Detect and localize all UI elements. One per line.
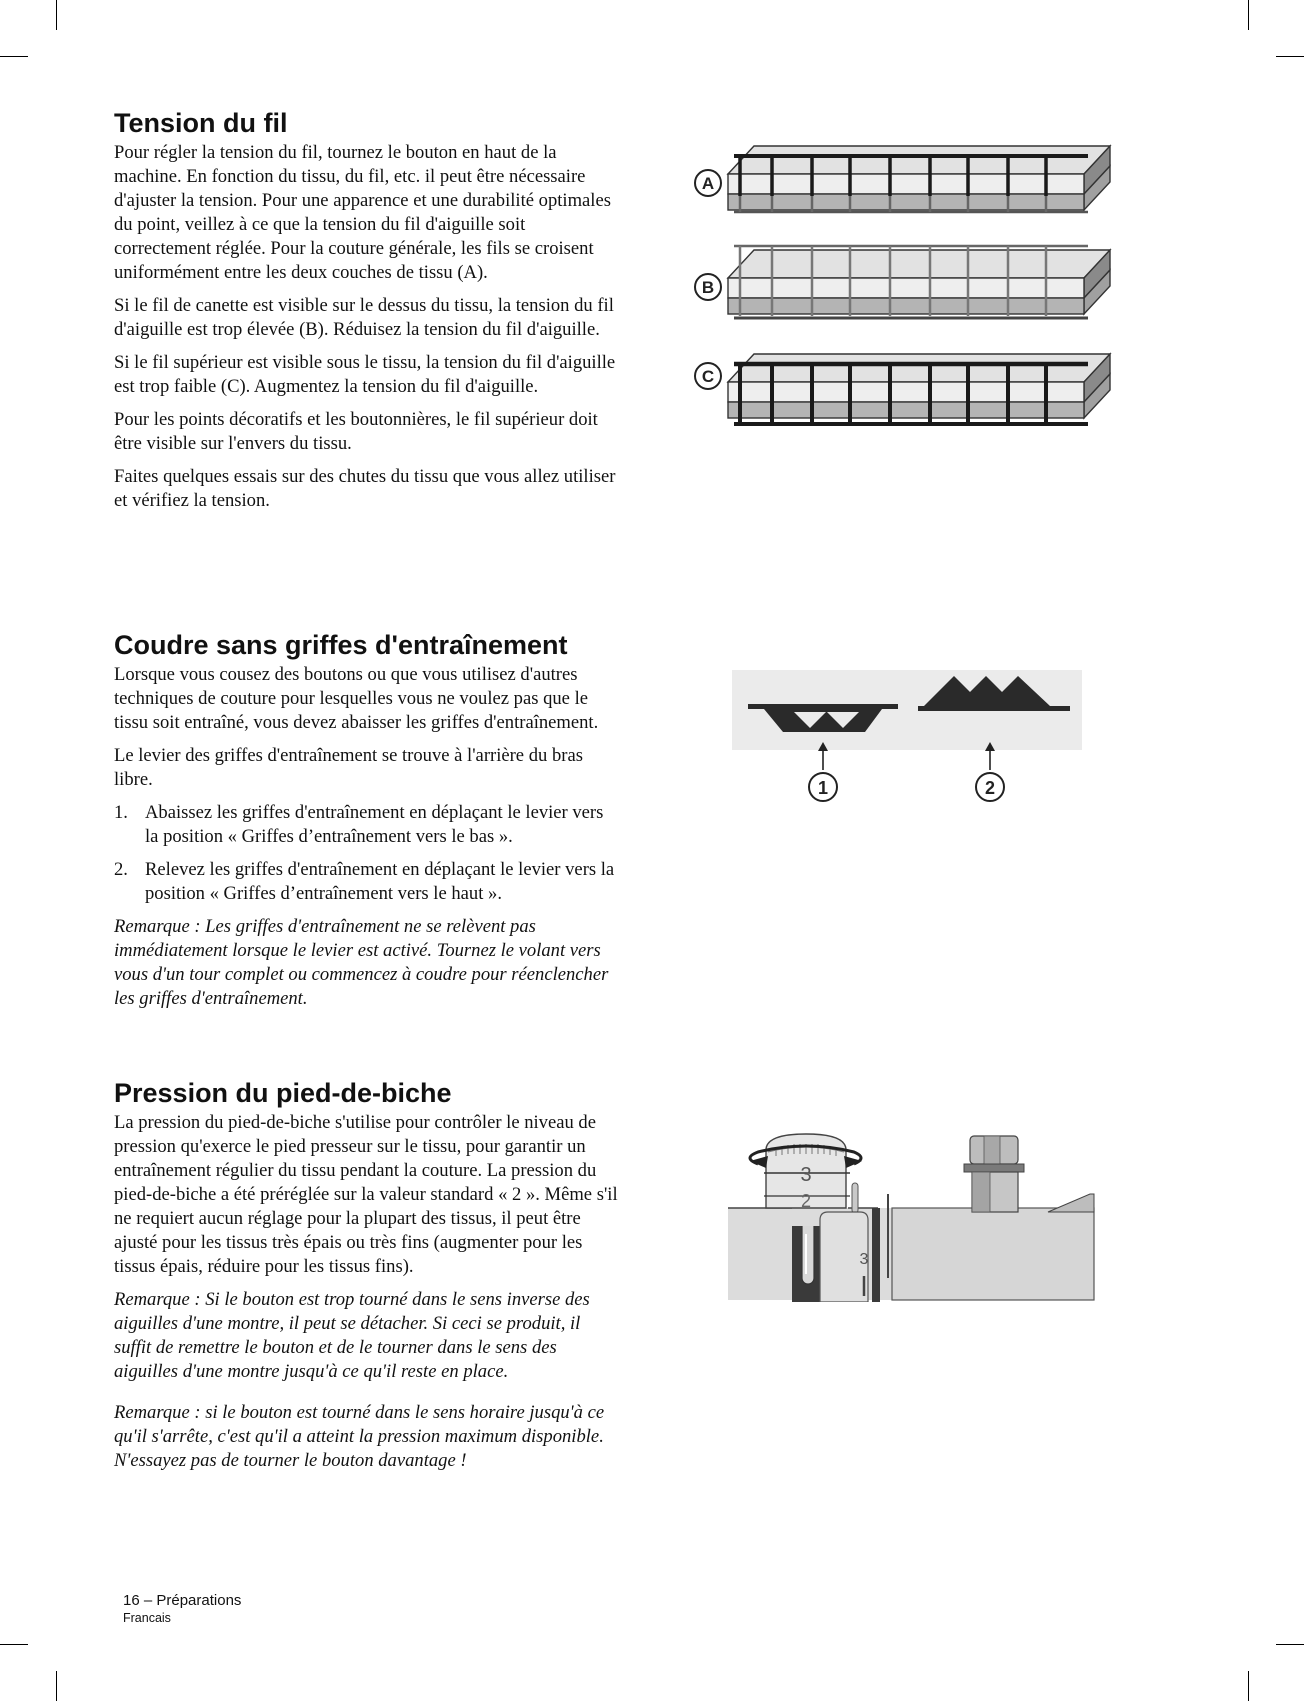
page-footer bbox=[123, 1591, 241, 1626]
paragraph: La pression du pied-de-biche s'utilise pour contrôler le niveau de pression qu'exerce le pied presseur sur le tissu, pour garantir un entraînement régulier du tissu pendant la couture. La pression du pied-de-biche a été préréglée sur la valeur standard « 2 ». Même s'il ne requiert aucun réglage pour la plupart des tissus, il peut être ajusté pour les tissus très épais ou très fins (augmenter pour les tissus épais, réduire pour les tissus fins). bbox=[114, 1112, 618, 1277]
page-number: 16 – Préparations bbox=[123, 1592, 242, 1609]
list-item bbox=[114, 858, 620, 906]
note: Remarque : Si le bouton est trop tourné dans le sens inverse des aiguilles d'une montre, il peut se détacher. Si ceci se produit, il suffit de remettre le bouton et de le tourner dans le sens des aiguilles d'une montre jusqu'à ce qu'il reste en place. bbox=[114, 1289, 590, 1382]
paragraph: Lorsque vous cousez des boutons ou que vous utilisez d'autres techniques de couture pour lesquelles vous ne voulez pas que le tissu soit entraîné, vous devez abaisser les griffes d'entraînement. bbox=[114, 664, 599, 733]
feed-dogs-figure bbox=[732, 670, 1084, 810]
stitch-diagram-a bbox=[695, 146, 1110, 212]
section-presser-pressure bbox=[114, 1077, 620, 1482]
crop-mark bbox=[0, 1644, 28, 1645]
label-a: A bbox=[701, 174, 715, 193]
step-text: Relevez les griffes d'entraînement en déplaçant le levier vers la position « Griffes d’entraînement vers le haut ». bbox=[145, 859, 615, 904]
step-text: Abaissez les griffes d'entraînement en déplaçant le levier vers la position « Griffes d’entraînement vers le bas ». bbox=[145, 802, 604, 847]
section-tension bbox=[114, 107, 620, 522]
step-number: 2. bbox=[114, 859, 128, 880]
crop-mark bbox=[1276, 56, 1304, 57]
thread-tension-figure bbox=[690, 138, 1120, 438]
label-2: 2 bbox=[984, 778, 996, 798]
stitch-diagram-c bbox=[695, 354, 1110, 424]
label-c: C bbox=[701, 367, 715, 386]
crop-mark bbox=[1248, 0, 1249, 30]
paragraph: Si le fil supérieur est visible sous le tissu, la tension du fil d'aiguille est trop faible (C). Augmentez la tension du fil d'aiguille. bbox=[114, 352, 616, 397]
scale-label-3: 3 bbox=[859, 1251, 869, 1268]
paragraph: Pour les points décoratifs et les boutonnières, le fil supérieur doit être visible sur l'envers du tissu. bbox=[114, 409, 598, 454]
section-title: Tension du fil bbox=[114, 108, 288, 138]
list-item bbox=[114, 801, 620, 849]
step-number: 1. bbox=[114, 802, 128, 823]
dial-value-2: 2 bbox=[800, 1191, 812, 1211]
paragraph: Pour régler la tension du fil, tournez le bouton en haut de la machine. En fonction du tissu, du fil, etc. il peut être nécessaire d'ajuster la tension. Pour une apparence et une durabilité optimales du point, veillez à ce que la tension du fil d'aiguille soit correctement réglée. Pour la couture générale, les fils se croisent uniformément entre les deux couches de tissu (A). bbox=[114, 142, 611, 283]
note: Remarque : Les griffes d'entraînement ne se relèvent pas immédiatement lorsque le levier est activé. Tournez le volant vers vous d'un tour complet ou commencez à coudre pour réenclencher les griffes d'entraînement. bbox=[114, 916, 609, 1009]
crop-mark bbox=[56, 0, 57, 30]
pressure-dial-figure bbox=[728, 1128, 1096, 1302]
crop-mark bbox=[1276, 1644, 1304, 1645]
label-1: 1 bbox=[817, 778, 829, 798]
crop-mark bbox=[56, 1671, 57, 1701]
crop-mark bbox=[1248, 1671, 1249, 1701]
label-b: B bbox=[701, 278, 715, 297]
paragraph: Faites quelques essais sur des chutes du tissu que vous allez utiliser et vérifiez la tension. bbox=[114, 466, 616, 511]
paragraph: Le levier des griffes d'entraînement se trouve à l'arrière du bras libre. bbox=[114, 745, 583, 790]
section-title: Pression du pied-de-biche bbox=[114, 1078, 452, 1108]
section-title: Coudre sans griffes d'entraînement bbox=[114, 630, 568, 660]
steps-list bbox=[114, 801, 620, 906]
stitch-diagram-b bbox=[695, 246, 1110, 318]
section-feed-dogs bbox=[114, 629, 620, 1020]
note: Remarque : si le bouton est tourné dans le sens horaire jusqu'à ce qu'il s'arrête, c'est qu'il a atteint la pression maximum disponible. N'essayez pas de tourner le bouton davantage ! bbox=[114, 1402, 605, 1471]
crop-mark bbox=[0, 56, 28, 57]
language-label: Francais bbox=[123, 1611, 171, 1625]
adjustment-screw-icon bbox=[964, 1136, 1024, 1212]
paragraph: Si le fil de canette est visible sur le dessus du tissu, la tension du fil d'aiguille est trop élevée (B). Réduisez la tension du fil d'aiguille. bbox=[114, 295, 614, 340]
dial-value-3: 3 bbox=[800, 1164, 812, 1186]
